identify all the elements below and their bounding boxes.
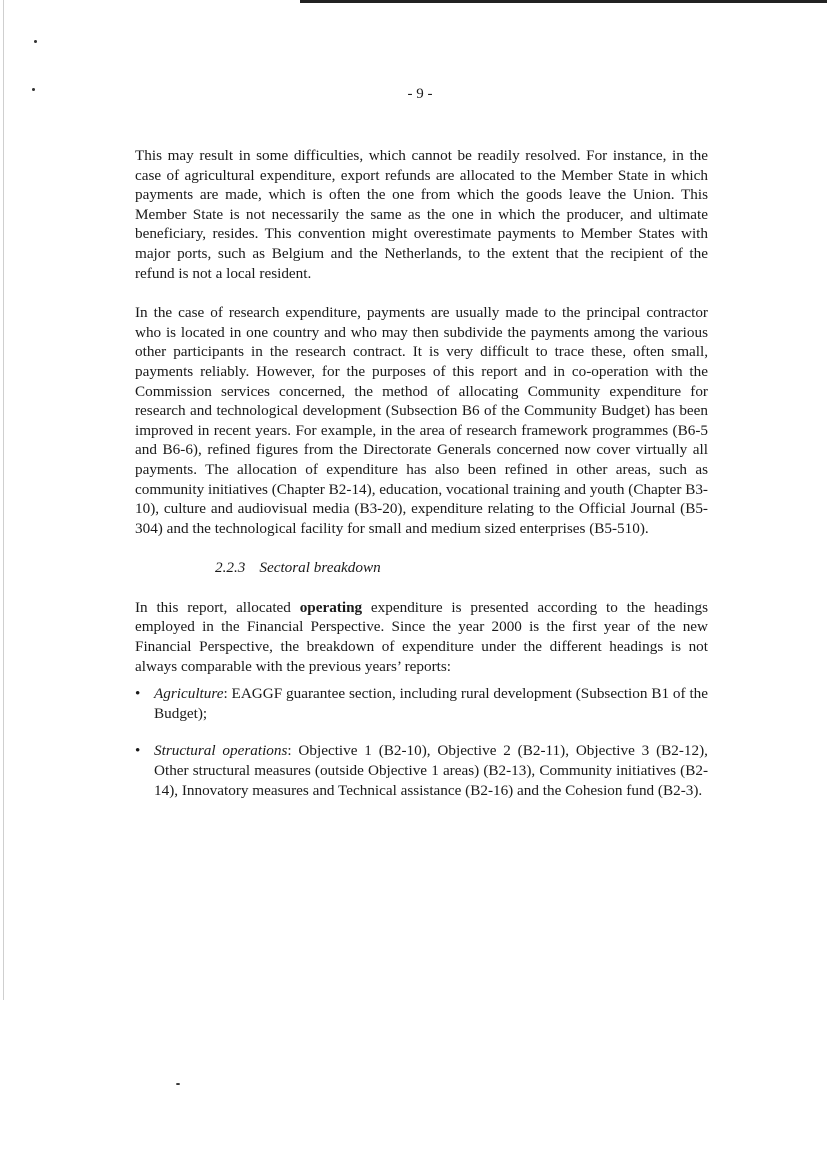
paragraph-research-expenditure: In the case of research expenditure, payments are usually made to the principal contractor who is located in one country and who may then subdivide the payments among the various other participants in the research contract. It is very difficult to trace these, often small, payments reliably. However, for the purposes of this report and in co-operation with the Commission services concerned, the method of allocating Community expenditure for research and technological development (Subsection B6 of the Community Budget) has been improved in recent years. For example, in the area of research framework programmes (B6-5 and B6-6), refined figures from the Directorate Generals concerned now cover virtually all payments. The allocation of expenditure has also been refined in other areas, such as community initiatives (Chapter B2-14), education, vocational training and youth (Chapter B3-10), culture and audiovisual media (B3-20), expenditure relating to the Official Journal (B5-304) and the technological facility for small and medium sized enterprises (B5-510). [135, 304, 708, 537]
section-number: 2.2.3 [215, 559, 246, 577]
bullet-icon: • [135, 685, 141, 703]
intro-bold-term: operating [299, 598, 363, 616]
intro-text-start: In this report, allocated [135, 598, 300, 616]
section-title: Sectoral breakdown [259, 559, 381, 577]
paragraph-sectoral-intro [135, 598, 708, 676]
page-number: - 9 - [407, 86, 433, 102]
list-item-term: Structural operations [154, 742, 288, 760]
document-body [135, 146, 708, 800]
bullet-icon: • [135, 742, 141, 760]
list-item-agriculture [135, 684, 708, 723]
section-heading [215, 558, 708, 578]
scan-speck [176, 1083, 180, 1085]
page-left-edge [3, 0, 4, 1000]
list-item-structural-operations [135, 741, 708, 800]
intro-text-end: expenditure is presented according to the headings employed in the Financial Perspective. Since the year 2000 is the first year of the new Financial Perspective, the breakdown of expenditure under the different headings is not always comparable with the previous years’ reports: [135, 598, 708, 675]
scan-speck [34, 40, 37, 43]
page-top-border [300, 0, 827, 3]
paragraph-allocation-difficulties: This may result in some difficulties, which cannot be readily resolved. For instance, in the case of agricultural expenditure, export refunds are allocated to the Member State in which payments are made, which is often the one from which the goods leave the Union. This Member State is not necessarily the same as the one in which the producer, and ultimate beneficiary, resides. This convention might overestimate payments to Member States with major ports, such as Belgium and the Netherlands, to the extent that the recipient of the refund is not a local resident. [135, 147, 708, 282]
list-item-term: Agriculture [154, 685, 224, 703]
list-item-text: : Objective 1 (B2-10), Objective 2 (B2-11), Objective 3 (B2-12), Other structural measures (outside Objective 1 areas) (B2-13), Community initiatives (B2-14), Innovatory measures and Technical assistance (B2-16) and the Cohesion fund (B2-3). [154, 742, 708, 799]
heading-list [135, 684, 708, 800]
list-item-text: : EAGGF guarantee section, including rural development (Subsection B1 of the Budget); [154, 685, 708, 722]
